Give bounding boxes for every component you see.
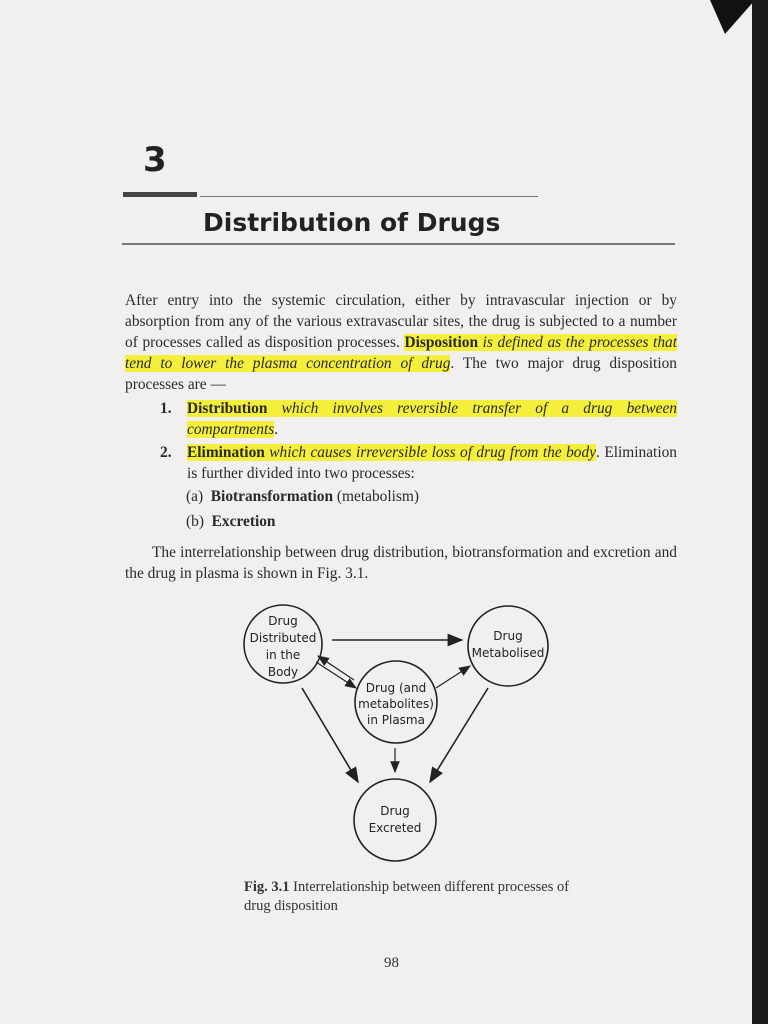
intro-paragraph bbox=[125, 290, 677, 395]
node-label: Drug bbox=[268, 614, 298, 628]
node-label: Distributed bbox=[249, 631, 317, 645]
chapter-number: 3 bbox=[143, 140, 167, 180]
list-tail: . Elimination is further divided into two processes: bbox=[187, 444, 677, 482]
title-underline bbox=[122, 243, 675, 245]
sublist-term: Excretion bbox=[211, 513, 276, 530]
intro-tail: . The two major drug disposition processes are — bbox=[125, 355, 677, 393]
arrow-plasma-to-distributed bbox=[318, 656, 354, 680]
list-desc: which involves reversible transfer of a drug between compartments bbox=[187, 400, 677, 438]
node-label: metabolites) bbox=[358, 697, 434, 711]
sublist-item bbox=[186, 488, 419, 506]
list-tail: . bbox=[274, 421, 279, 438]
node-label: Body bbox=[267, 665, 299, 679]
node-excreted bbox=[354, 779, 436, 861]
sublist-term: Biotransformation bbox=[210, 488, 334, 505]
intro-text: After entry into the systemic circulation, either by intravascular injection or by absorption from any of the various extravascular sites, the drug is subjected to a number of processes called as disposition processes. bbox=[125, 292, 677, 351]
sublist-label: (a) bbox=[186, 488, 204, 505]
node-label: Drug (and bbox=[365, 681, 427, 695]
list-number: 1. bbox=[160, 400, 172, 417]
list-item bbox=[160, 442, 677, 484]
disposition-diagram bbox=[238, 604, 568, 864]
chapter-rule-thick bbox=[123, 192, 197, 197]
caption-text: Interrelationship between different processes of drug disposition bbox=[244, 879, 570, 914]
diagram-svg bbox=[238, 604, 568, 864]
node-label: in Plasma bbox=[367, 713, 425, 727]
arrow-distributed-to-excreted bbox=[302, 688, 358, 782]
node-label: Metabolised bbox=[471, 646, 545, 660]
page-corner-shadow bbox=[692, 0, 752, 34]
list-term: Distribution bbox=[187, 400, 268, 417]
node-label: Drug bbox=[493, 629, 523, 643]
disposition-term: Disposition bbox=[404, 334, 479, 351]
node-label: Excreted bbox=[368, 821, 422, 835]
chapter-rule-thin bbox=[200, 196, 538, 197]
disposition-definition-text: is defined as the processes that tend to lower the plasma concentration of drug bbox=[125, 334, 677, 372]
arrow-distributed-to-plasma bbox=[316, 662, 356, 688]
list-number: 2. bbox=[160, 444, 172, 461]
list-desc: which causes irreversible loss of drug from the body bbox=[264, 444, 597, 461]
chapter-title: Distribution of Drugs bbox=[203, 208, 501, 237]
sublist-item bbox=[186, 513, 276, 531]
list-item bbox=[160, 398, 677, 440]
page-number: 98 bbox=[384, 955, 399, 971]
sublist-label: (b) bbox=[186, 513, 204, 530]
list-term: Elimination bbox=[187, 444, 265, 461]
figure-caption bbox=[244, 878, 574, 916]
node-label: Drug bbox=[380, 804, 410, 818]
node-label: in the bbox=[265, 648, 301, 662]
arrow-metabolised-to-excreted bbox=[430, 688, 488, 782]
sublist-note: (metabolism) bbox=[333, 488, 419, 505]
relationship-paragraph: The interrelationship between drug distribution, biotransformation and excretion and the drug in plasma is shown in Fig. 3.1. bbox=[125, 544, 677, 582]
arrow-plasma-to-metabolised bbox=[436, 666, 470, 688]
caption-label: Fig. 3.1 bbox=[244, 879, 290, 895]
